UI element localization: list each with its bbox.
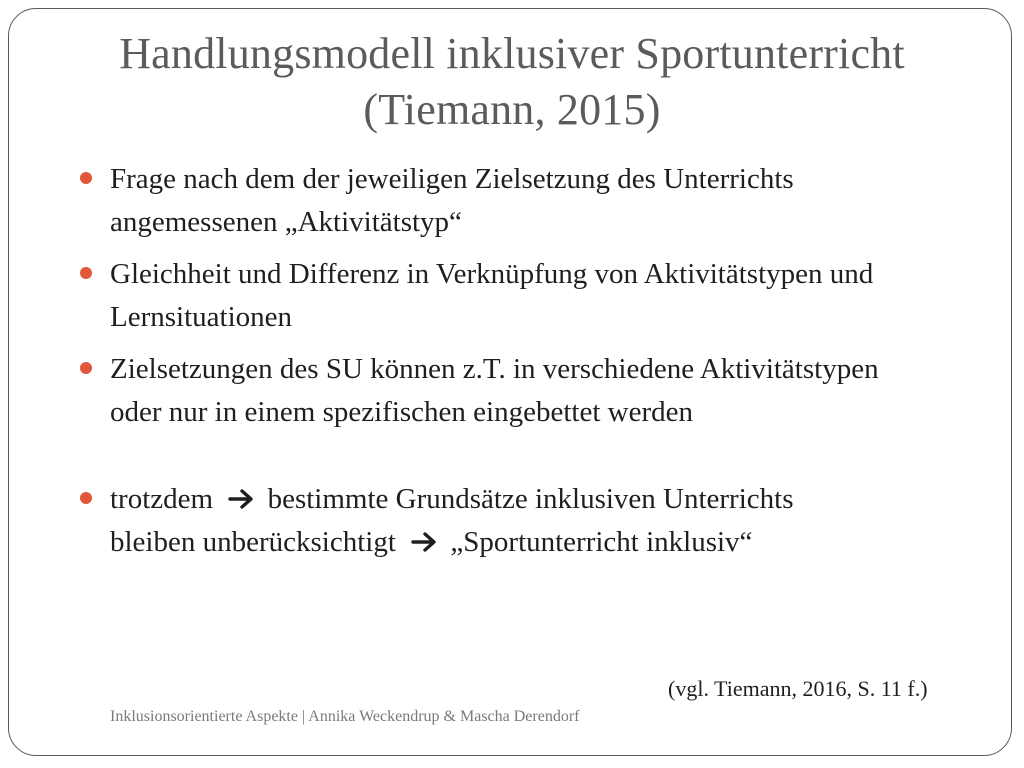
title-line-2: (Tiemann, 2015): [363, 85, 661, 134]
slide-footer: Inklusionsorientierte Aspekte | Annika Weckendrup & Mascha Derendorf: [110, 708, 580, 725]
title-line-1: Handlungsmodell inklusiver Sportunterricht: [119, 29, 905, 78]
bullet-line-1: Frage nach dem der jeweiligen Zielsetzung des Unterrichts: [110, 163, 794, 195]
bullet-item: [78, 348, 998, 434]
bullet-text: „Sportunterricht inklusiv“: [450, 526, 753, 558]
arrow-right-icon: [411, 532, 439, 552]
bullet-line-1: Zielsetzungen des SU können z.T. in verschiedene Aktivitätstypen: [110, 353, 879, 385]
bullet-list: [78, 158, 998, 573]
bullet-dot-icon: [80, 267, 92, 279]
bullet-line-2: Lernsituationen: [110, 301, 293, 333]
citation: (vgl. Tiemann, 2016, S. 11 f.): [668, 676, 928, 701]
bullet-dot-icon: [80, 492, 92, 504]
arrow-right-icon: [228, 489, 256, 509]
bullet-line-1: Gleichheit und Differenz in Verknüpfung von Aktivitätstypen und: [110, 258, 874, 290]
bullet-text: trotzdem: [110, 483, 214, 515]
bullet-line-2: angemessenen „Aktivitätstyp“: [110, 206, 462, 238]
bullet-dot-icon: [80, 172, 92, 184]
bullet-item: [78, 158, 998, 244]
bullet-text: bestimmte Grundsätze inklusiven Unterrichts: [267, 483, 794, 515]
bullet-item: [78, 253, 998, 339]
bullet-line-2: oder nur in einem spezifischen eingebettet werden: [110, 396, 693, 428]
bullet-dot-icon: [80, 362, 92, 374]
bullet-item: [78, 478, 998, 564]
slide-title: [40, 26, 984, 138]
bullet-text: bleiben unberücksichtigt: [110, 526, 396, 558]
